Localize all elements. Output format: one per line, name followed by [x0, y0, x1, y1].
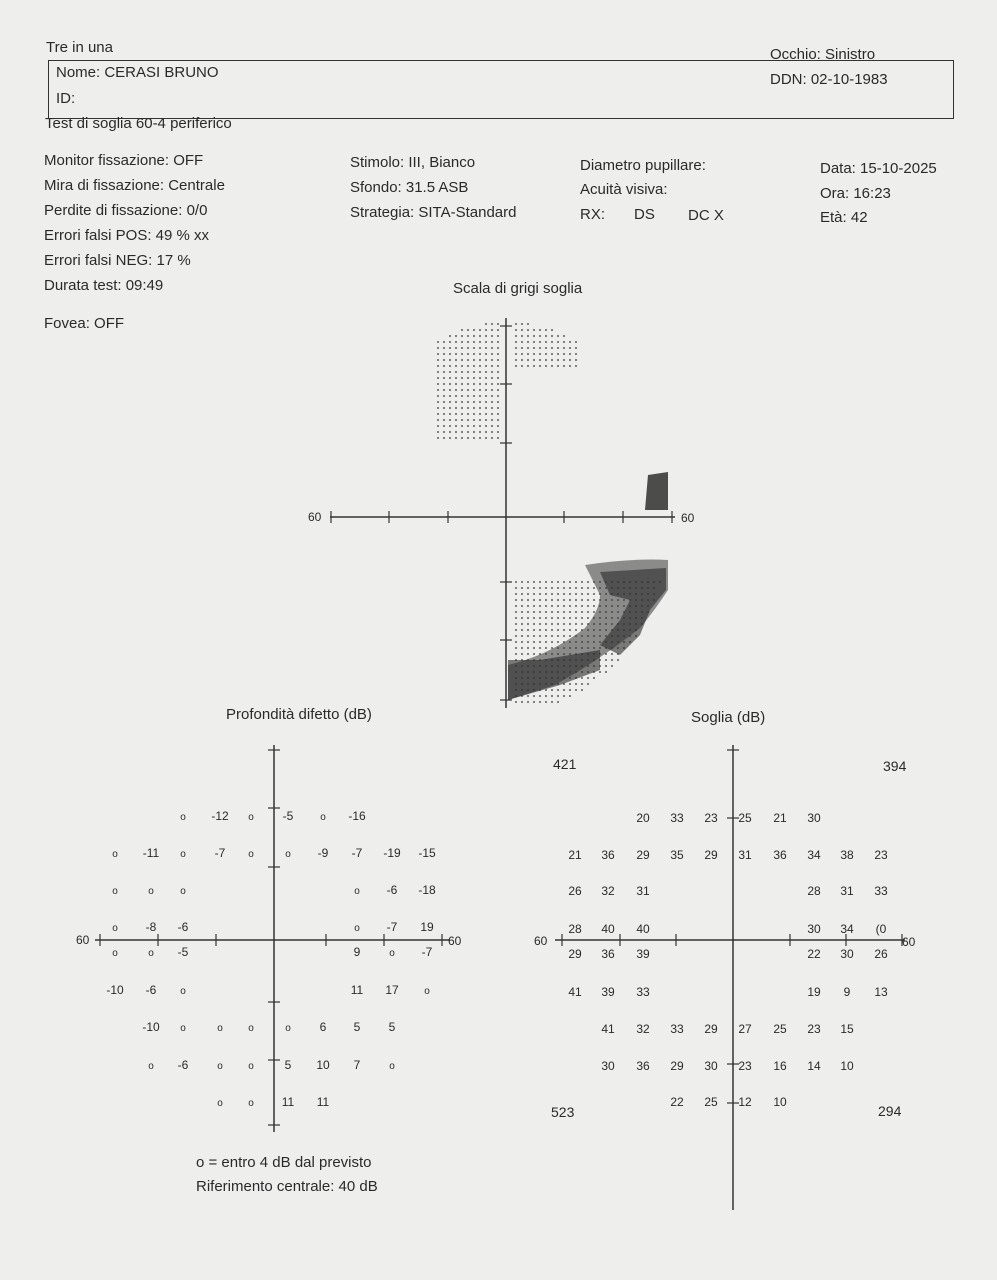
defect-value-r2-c2: o — [180, 886, 186, 897]
threshold-value-r6-c7: 23 — [807, 1022, 821, 1036]
threshold-axis-right: 60 — [902, 935, 916, 949]
threshold-value-r7-c3: 29 — [670, 1059, 684, 1073]
threshold-value-r1-c3: 35 — [670, 848, 684, 862]
threshold-value-r1-c8: 38 — [840, 848, 854, 862]
threshold-value-r2-c2: 31 — [636, 884, 650, 898]
threshold-corner-bl: 523 — [551, 1104, 575, 1120]
defect-value-r6-c5: o — [285, 1023, 291, 1034]
threshold-value-r6-c1: 41 — [601, 1022, 615, 1036]
defect-value-r1-c1: -11 — [142, 846, 160, 860]
defect-value-r2-c9: -18 — [418, 883, 436, 897]
defect-value-r3-c2: -6 — [177, 920, 189, 934]
param-fixation-monitor: Monitor fissazione: OFF — [44, 152, 204, 169]
threshold-value-r1-c9: 23 — [874, 848, 888, 862]
threshold-value-r0-c3: 33 — [670, 811, 684, 825]
defect-value-r1-c0: o — [112, 849, 118, 860]
grayscale-dense-regions — [508, 472, 668, 700]
defect-value-r0-c4: o — [248, 812, 254, 823]
threshold-value-r6-c8: 15 — [840, 1022, 854, 1036]
threshold-value-r3-c7: 30 — [807, 922, 821, 936]
defect-value-r0-c5: -5 — [282, 809, 294, 823]
defect-value-r7-c7: 7 — [353, 1058, 361, 1072]
defect-value-r5-c9: o — [424, 986, 430, 997]
defect-value-r4-c0: o — [112, 948, 118, 959]
defect-value-r6-c4: o — [248, 1023, 254, 1034]
threshold-value-r0-c4: 23 — [704, 811, 718, 825]
param-background: Sfondo: 31.5 ASB — [350, 179, 469, 196]
defect-value-r2-c7: o — [354, 886, 360, 897]
defect-value-r3-c1: -8 — [145, 920, 157, 934]
threshold-value-r4-c7: 22 — [807, 947, 821, 961]
defect-value-r6-c8: 5 — [388, 1020, 396, 1034]
param-fixation-target: Mira di fissazione: Centrale — [44, 177, 225, 194]
defect-value-r6-c1: -10 — [142, 1020, 160, 1034]
test-type: Test di soglia 60-4 periferico — [45, 115, 232, 132]
param-acuity: Acuità visiva: — [580, 181, 668, 198]
threshold-corner-tl: 421 — [553, 756, 577, 772]
defect-value-r1-c6: -9 — [317, 846, 329, 860]
defect-value-r4-c7: 9 — [353, 945, 361, 959]
defect-value-r1-c8: -19 — [383, 846, 401, 860]
threshold-value-r8-c6: 10 — [773, 1095, 787, 1109]
defect-value-r5-c8: 17 — [385, 983, 399, 997]
legend-reference: Riferimento centrale: 40 dB — [196, 1178, 378, 1195]
threshold-value-r1-c5: 31 — [738, 848, 752, 862]
defect-value-r3-c7: o — [354, 923, 360, 934]
threshold-value-r6-c5: 27 — [738, 1022, 752, 1036]
threshold-value-r1-c0: 21 — [568, 848, 582, 862]
threshold-axis-left: 60 — [534, 934, 548, 948]
threshold-value-r7-c5: 23 — [738, 1059, 752, 1073]
threshold-value-r7-c7: 14 — [807, 1059, 821, 1073]
defect-value-r1-c9: -15 — [418, 846, 436, 860]
defect-value-r6-c3: o — [217, 1023, 223, 1034]
defect-value-r6-c7: 5 — [353, 1020, 361, 1034]
defect-value-r1-c5: o — [285, 849, 291, 860]
threshold-value-r5-c8: 9 — [843, 985, 851, 999]
defect-value-r7-c1: o — [148, 1061, 154, 1072]
param-dc: DC X — [688, 207, 724, 224]
param-fovea: Fovea: OFF — [44, 315, 125, 332]
defect-value-r4-c9: -7 — [421, 945, 433, 959]
defect-value-r7-c8: o — [389, 1061, 395, 1072]
defect-value-r7-c3: o — [217, 1061, 223, 1072]
threshold-value-r4-c0: 29 — [568, 947, 582, 961]
defect-value-r2-c0: o — [112, 886, 118, 897]
defect-axis-right: 60 — [448, 934, 462, 948]
param-rx: RX: — [580, 206, 606, 223]
defect-value-r2-c8: -6 — [386, 883, 398, 897]
threshold-value-r7-c2: 36 — [636, 1059, 650, 1073]
threshold-value-r5-c1: 39 — [601, 985, 615, 999]
defect-value-r8-c5: 11 — [281, 1095, 295, 1109]
threshold-value-r1-c6: 36 — [773, 848, 787, 862]
defect-value-r0-c2: o — [180, 812, 186, 823]
threshold-value-r2-c7: 28 — [807, 884, 821, 898]
threshold-value-r1-c2: 29 — [636, 848, 650, 862]
defect-value-r1-c2: o — [180, 849, 186, 860]
threshold-value-r7-c1: 30 — [601, 1059, 615, 1073]
threshold-corner-tr: 394 — [883, 758, 907, 774]
defect-value-r6-c6: 6 — [319, 1020, 327, 1034]
defect-value-r4-c8: o — [389, 948, 395, 959]
threshold-value-r5-c0: 41 — [568, 985, 582, 999]
threshold-title: Soglia (dB) — [691, 709, 766, 726]
threshold-value-r5-c2: 33 — [636, 985, 650, 999]
threshold-value-r3-c2: 40 — [636, 922, 650, 936]
threshold-value-r4-c2: 39 — [636, 947, 650, 961]
legend-within: o = entro 4 dB dal previsto — [196, 1154, 372, 1171]
param-age: Età: 42 — [820, 209, 868, 226]
defect-value-r5-c2: o — [180, 986, 186, 997]
defect-value-r0-c7: -16 — [348, 809, 366, 823]
param-pupil: Diametro pupillare: — [580, 157, 706, 174]
defect-value-r8-c4: o — [248, 1098, 254, 1109]
defect-value-r5-c1: -6 — [145, 983, 157, 997]
defect-value-r1-c3: -7 — [214, 846, 226, 860]
threshold-value-r8-c3: 22 — [670, 1095, 684, 1109]
threshold-value-r0-c5: 25 — [738, 811, 752, 825]
date-of-birth: DDN: 02-10-1983 — [770, 71, 888, 88]
threshold-value-r1-c7: 34 — [807, 848, 821, 862]
defect-value-r8-c3: o — [217, 1098, 223, 1109]
defect-value-r4-c1: o — [148, 948, 154, 959]
grayscale-plot — [300, 310, 710, 715]
threshold-value-r8-c4: 25 — [704, 1095, 718, 1109]
defect-value-r1-c7: -7 — [351, 846, 363, 860]
defect-plot — [70, 740, 470, 1135]
threshold-value-r1-c1: 36 — [601, 848, 615, 862]
patient-name: Nome: CERASI BRUNO — [56, 64, 219, 81]
defect-value-r2-c1: o — [148, 886, 154, 897]
defect-value-r3-c8: -7 — [386, 920, 398, 934]
param-fixation-losses: Perdite di fissazione: 0/0 — [44, 202, 208, 219]
dense-region-right — [645, 472, 668, 510]
grayscale-axis-right: 60 — [681, 511, 695, 525]
defect-title: Profondità difetto (dB) — [226, 706, 372, 723]
defect-value-r7-c6: 10 — [316, 1058, 330, 1072]
threshold-value-r2-c9: 33 — [874, 884, 888, 898]
defect-value-r3-c9: 19 — [420, 920, 434, 934]
param-ds: DS — [634, 206, 655, 223]
grayscale-axis-left: 60 — [308, 510, 322, 524]
threshold-value-r1-c4: 29 — [704, 848, 718, 862]
threshold-value-r5-c7: 19 — [807, 985, 821, 999]
defect-axis-left: 60 — [76, 933, 90, 947]
threshold-value-r4-c1: 36 — [601, 947, 615, 961]
param-time: Ora: 16:23 — [820, 185, 891, 202]
defect-value-r4-c2: -5 — [177, 945, 189, 959]
test-name: Tre in una — [46, 39, 113, 56]
threshold-value-r0-c2: 20 — [636, 811, 650, 825]
defect-value-r0-c3: -12 — [211, 809, 229, 823]
threshold-value-r6-c2: 32 — [636, 1022, 650, 1036]
threshold-plot — [530, 740, 930, 1210]
threshold-value-r0-c6: 21 — [773, 811, 787, 825]
threshold-value-r5-c9: 13 — [874, 985, 888, 999]
defect-value-r5-c0: -10 — [106, 983, 124, 997]
threshold-value-r3-c8: 34 — [840, 922, 854, 936]
param-duration: Durata test: 09:49 — [44, 277, 164, 294]
defect-value-r3-c0: o — [112, 923, 118, 934]
threshold-value-r4-c9: 26 — [874, 947, 888, 961]
defect-value-r7-c4: o — [248, 1061, 254, 1072]
threshold-value-r7-c6: 16 — [773, 1059, 787, 1073]
threshold-value-r3-c1: 40 — [601, 922, 615, 936]
threshold-value-r4-c8: 30 — [840, 947, 854, 961]
threshold-value-r3-c9: (0 — [875, 922, 887, 936]
threshold-value-r8-c5: 12 — [738, 1095, 752, 1109]
threshold-value-r3-c0: 28 — [568, 922, 582, 936]
defect-value-r0-c6: o — [320, 812, 326, 823]
defect-value-r8-c6: 11 — [316, 1095, 330, 1109]
threshold-value-r6-c6: 25 — [773, 1022, 787, 1036]
param-strategy: Strategia: SITA-Standard — [350, 204, 517, 221]
defect-value-r1-c4: o — [248, 849, 254, 860]
eye-label: Occhio: Sinistro — [770, 46, 876, 63]
param-false-neg: Errori falsi NEG: 17 % — [44, 252, 191, 269]
defect-value-r7-c5: 5 — [284, 1058, 292, 1072]
threshold-value-r2-c8: 31 — [840, 884, 854, 898]
defect-value-r7-c2: -6 — [177, 1058, 189, 1072]
threshold-value-r7-c8: 10 — [840, 1059, 854, 1073]
defect-values — [106, 809, 436, 1109]
grayscale-title: Scala di grigi soglia — [453, 280, 583, 297]
defect-value-r6-c2: o — [180, 1023, 186, 1034]
patient-id: ID: — [56, 90, 76, 107]
threshold-value-r6-c4: 29 — [704, 1022, 718, 1036]
param-false-pos: Errori falsi POS: 49 % xx — [44, 227, 210, 244]
threshold-value-r6-c3: 33 — [670, 1022, 684, 1036]
threshold-corner-br: 294 — [878, 1103, 902, 1119]
param-stimulus: Stimolo: III, Bianco — [350, 154, 476, 171]
defect-value-r5-c7: 11 — [350, 983, 364, 997]
threshold-value-r7-c4: 30 — [704, 1059, 718, 1073]
param-date: Data: 15-10-2025 — [820, 160, 937, 177]
threshold-value-r2-c1: 32 — [601, 884, 615, 898]
threshold-value-r0-c7: 30 — [807, 811, 821, 825]
threshold-value-r2-c0: 26 — [568, 884, 582, 898]
